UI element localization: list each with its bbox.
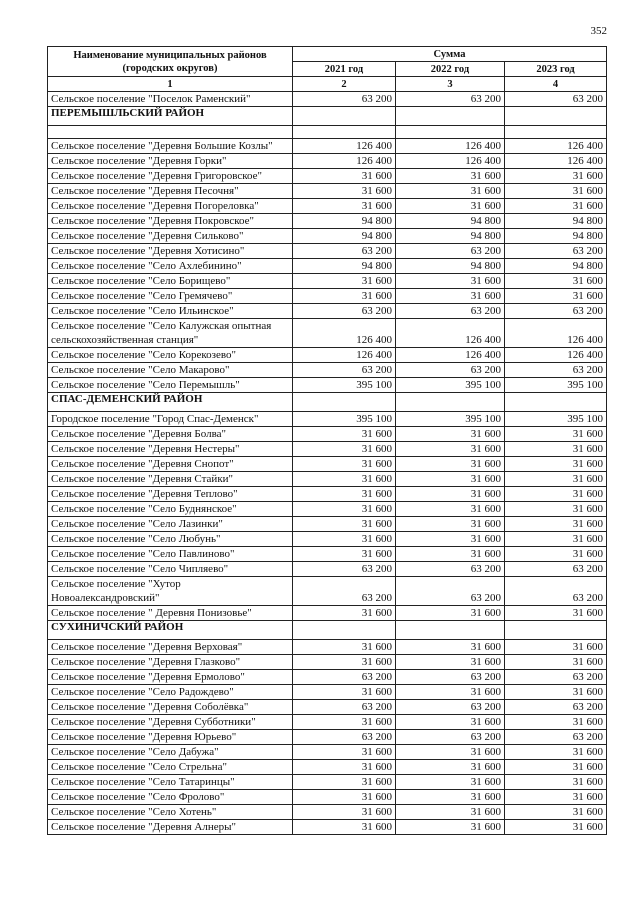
page-number: 352 bbox=[590, 25, 607, 37]
amount-2023: 31 600 bbox=[505, 790, 607, 805]
amount-2022: 126 400 bbox=[396, 139, 505, 154]
amount-2022: 126 400 bbox=[396, 348, 505, 363]
amount-2023: 31 600 bbox=[505, 640, 607, 655]
amount-2023: 63 200 bbox=[505, 562, 607, 577]
settlement-name: Сельское поселение "Село Перемышль" bbox=[48, 378, 293, 393]
amount-2023: 126 400 bbox=[505, 348, 607, 363]
amount-2021: 31 600 bbox=[293, 457, 396, 472]
settlement-name: Сельское поселение "Деревня Покровское" bbox=[48, 214, 293, 229]
table-row bbox=[48, 760, 607, 775]
amount-2022: 31 600 bbox=[396, 655, 505, 670]
table-row bbox=[48, 244, 607, 259]
district-section-title: СПАС-ДЕМЕНСКИЙ РАЙОН bbox=[48, 393, 293, 412]
amount-2022: 31 600 bbox=[396, 502, 505, 517]
amount-2023: 126 400 bbox=[505, 319, 607, 348]
year-2021-header: 2021 год bbox=[293, 62, 396, 77]
empty-cell bbox=[505, 126, 607, 139]
amount-2021: 63 200 bbox=[293, 562, 396, 577]
amount-2023: 31 600 bbox=[505, 427, 607, 442]
amount-2021: 31 600 bbox=[293, 775, 396, 790]
table-row bbox=[48, 214, 607, 229]
amount-2022: 31 600 bbox=[396, 760, 505, 775]
amount-2023: 126 400 bbox=[505, 154, 607, 169]
settlement-name: Сельское поселение "Хутор Новоалександровский" bbox=[48, 577, 293, 606]
amount-2023: 63 200 bbox=[505, 670, 607, 685]
amount-2021: 31 600 bbox=[293, 790, 396, 805]
amount-2022: 31 600 bbox=[396, 547, 505, 562]
amount-2022: 63 200 bbox=[396, 562, 505, 577]
settlement-name: Сельское поселение "Деревня Песочня" bbox=[48, 184, 293, 199]
table-row bbox=[48, 502, 607, 517]
table-row bbox=[48, 606, 607, 621]
table-row bbox=[48, 304, 607, 319]
amount-2021: 31 600 bbox=[293, 745, 396, 760]
amount-2021: 31 600 bbox=[293, 820, 396, 835]
amount-2023: 63 200 bbox=[505, 577, 607, 606]
amount-2023: 31 600 bbox=[505, 820, 607, 835]
amount-2022: 31 600 bbox=[396, 606, 505, 621]
table-row bbox=[48, 805, 607, 820]
settlement-name: Сельское поселение "Деревня Горки" bbox=[48, 154, 293, 169]
settlement-name: Сельское поселение "Село Ильинское" bbox=[48, 304, 293, 319]
amount-2022: 63 200 bbox=[396, 730, 505, 745]
column-index: 3 bbox=[396, 77, 505, 92]
table-row bbox=[48, 412, 607, 427]
amount-2023: 31 600 bbox=[505, 472, 607, 487]
settlement-name: Сельское поселение "Деревня Погореловка" bbox=[48, 199, 293, 214]
settlement-name: Сельское поселение "Село Гремячево" bbox=[48, 289, 293, 304]
settlement-name: Сельское поселение "Деревня Глазково" bbox=[48, 655, 293, 670]
empty-cell bbox=[293, 393, 396, 412]
empty-cell bbox=[293, 126, 396, 139]
settlement-name: Сельское поселение "Поселок Раменский" bbox=[48, 92, 293, 107]
settlement-name: Сельское поселение "Село Любунь" bbox=[48, 532, 293, 547]
settlement-name: Сельское поселение "Деревня Верховая" bbox=[48, 640, 293, 655]
table-row bbox=[48, 289, 607, 304]
amount-2021: 63 200 bbox=[293, 700, 396, 715]
amount-2023: 31 600 bbox=[505, 715, 607, 730]
amount-2023: 31 600 bbox=[505, 805, 607, 820]
table-row bbox=[48, 427, 607, 442]
settlement-name: Сельское поселение "Село Стрельна" bbox=[48, 760, 293, 775]
table-row bbox=[48, 184, 607, 199]
table-row bbox=[48, 348, 607, 363]
amount-2021: 31 600 bbox=[293, 517, 396, 532]
amount-2023: 94 800 bbox=[505, 259, 607, 274]
table-row bbox=[48, 655, 607, 670]
amount-2021: 31 600 bbox=[293, 442, 396, 457]
amount-2023: 31 600 bbox=[505, 457, 607, 472]
amount-2022: 395 100 bbox=[396, 378, 505, 393]
amount-2022: 31 600 bbox=[396, 685, 505, 700]
amount-2021: 31 600 bbox=[293, 199, 396, 214]
settlement-name: Сельское поселение "Село Хотень" bbox=[48, 805, 293, 820]
table-row bbox=[48, 547, 607, 562]
settlement-name: Сельское поселение "Село Фролово" bbox=[48, 790, 293, 805]
table-row bbox=[48, 517, 607, 532]
table-row bbox=[48, 442, 607, 457]
settlement-name: Сельское поселение "Село Павлиново" bbox=[48, 547, 293, 562]
settlement-name: Сельское поселение "Село Дабужа" bbox=[48, 745, 293, 760]
settlement-name: Сельское поселение "Деревня Сильково" bbox=[48, 229, 293, 244]
settlement-name: Сельское поселение "Село Лазинки" bbox=[48, 517, 293, 532]
amount-2022: 31 600 bbox=[396, 169, 505, 184]
amount-2021: 94 800 bbox=[293, 259, 396, 274]
amount-2022: 31 600 bbox=[396, 427, 505, 442]
empty-cell bbox=[505, 621, 607, 640]
table-row bbox=[48, 775, 607, 790]
amount-2023: 31 600 bbox=[505, 169, 607, 184]
budget-table bbox=[47, 46, 607, 835]
amount-2023: 63 200 bbox=[505, 244, 607, 259]
table-row bbox=[48, 532, 607, 547]
amount-2022: 31 600 bbox=[396, 640, 505, 655]
amount-2022: 31 600 bbox=[396, 820, 505, 835]
settlement-name: Сельское поселение "Село Ахлебинино" bbox=[48, 259, 293, 274]
amount-2021: 31 600 bbox=[293, 715, 396, 730]
amount-2022: 63 200 bbox=[396, 92, 505, 107]
amount-2021: 126 400 bbox=[293, 154, 396, 169]
table-row bbox=[48, 745, 607, 760]
table-row bbox=[48, 487, 607, 502]
amount-2023: 63 200 bbox=[505, 700, 607, 715]
amount-2021: 395 100 bbox=[293, 378, 396, 393]
column-index: 4 bbox=[505, 77, 607, 92]
amount-2022: 31 600 bbox=[396, 442, 505, 457]
amount-2023: 31 600 bbox=[505, 289, 607, 304]
amount-2023: 31 600 bbox=[505, 655, 607, 670]
amount-2021: 63 200 bbox=[293, 363, 396, 378]
amount-2023: 31 600 bbox=[505, 184, 607, 199]
sum-column-header: Сумма bbox=[293, 47, 607, 62]
settlement-name: Сельское поселение "Деревня Стайки" bbox=[48, 472, 293, 487]
table-row bbox=[48, 730, 607, 745]
settlement-name: Сельское поселение "Село Корекозево" bbox=[48, 348, 293, 363]
amount-2023: 94 800 bbox=[505, 214, 607, 229]
spacer-row bbox=[48, 126, 607, 139]
amount-2021: 31 600 bbox=[293, 427, 396, 442]
amount-2021: 31 600 bbox=[293, 169, 396, 184]
amount-2023: 395 100 bbox=[505, 412, 607, 427]
amount-2021: 63 200 bbox=[293, 92, 396, 107]
amount-2023: 94 800 bbox=[505, 229, 607, 244]
settlement-name: Сельское поселение "Деревня Соболёвка" bbox=[48, 700, 293, 715]
municipality-column-header: Наименование муниципальных районов (городских округов) bbox=[48, 47, 293, 77]
settlement-name: Сельское поселение "Деревня Хотисино" bbox=[48, 244, 293, 259]
amount-2021: 63 200 bbox=[293, 730, 396, 745]
amount-2022: 31 600 bbox=[396, 274, 505, 289]
amount-2022: 31 600 bbox=[396, 457, 505, 472]
amount-2022: 63 200 bbox=[396, 700, 505, 715]
amount-2022: 31 600 bbox=[396, 745, 505, 760]
table-row bbox=[48, 715, 607, 730]
amount-2022: 31 600 bbox=[396, 715, 505, 730]
table-row bbox=[48, 378, 607, 393]
amount-2023: 63 200 bbox=[505, 92, 607, 107]
empty-cell bbox=[396, 621, 505, 640]
amount-2022: 31 600 bbox=[396, 184, 505, 199]
amount-2022: 126 400 bbox=[396, 319, 505, 348]
settlement-name: Городское поселение "Город Спас-Деменск" bbox=[48, 412, 293, 427]
amount-2023: 31 600 bbox=[505, 532, 607, 547]
amount-2021: 31 600 bbox=[293, 532, 396, 547]
amount-2022: 63 200 bbox=[396, 244, 505, 259]
settlement-name: Сельское поселение "Деревня Снопот" bbox=[48, 457, 293, 472]
table-row bbox=[48, 139, 607, 154]
amount-2022: 31 600 bbox=[396, 517, 505, 532]
amount-2021: 31 600 bbox=[293, 274, 396, 289]
settlement-name: Сельское поселение "Деревня Большие Козлы" bbox=[48, 139, 293, 154]
amount-2022: 395 100 bbox=[396, 412, 505, 427]
amount-2022: 31 600 bbox=[396, 289, 505, 304]
table-row bbox=[48, 199, 607, 214]
amount-2022: 31 600 bbox=[396, 790, 505, 805]
amount-2021: 31 600 bbox=[293, 472, 396, 487]
settlement-name: Сельское поселение "Деревня Ермолово" bbox=[48, 670, 293, 685]
amount-2021: 31 600 bbox=[293, 760, 396, 775]
amount-2023: 63 200 bbox=[505, 363, 607, 378]
table-row bbox=[48, 562, 607, 577]
table-row bbox=[48, 92, 607, 107]
amount-2023: 31 600 bbox=[505, 760, 607, 775]
amount-2023: 31 600 bbox=[505, 502, 607, 517]
amount-2021: 31 600 bbox=[293, 487, 396, 502]
amount-2022: 63 200 bbox=[396, 577, 505, 606]
empty-cell bbox=[396, 393, 505, 412]
table-row bbox=[48, 820, 607, 835]
settlement-name: Сельское поселение "Село Радождево" bbox=[48, 685, 293, 700]
amount-2022: 31 600 bbox=[396, 199, 505, 214]
settlement-name: Сельское поселение "Деревня Субботники" bbox=[48, 715, 293, 730]
table-row bbox=[48, 319, 607, 348]
amount-2023: 31 600 bbox=[505, 745, 607, 760]
district-section-row bbox=[48, 107, 607, 126]
amount-2023: 31 600 bbox=[505, 775, 607, 790]
amount-2022: 63 200 bbox=[396, 304, 505, 319]
empty-cell bbox=[293, 621, 396, 640]
settlement-name: Сельское поселение " Деревня Понизовье" bbox=[48, 606, 293, 621]
empty-cell bbox=[505, 107, 607, 126]
table-row bbox=[48, 472, 607, 487]
amount-2022: 31 600 bbox=[396, 532, 505, 547]
settlement-name: Сельское поселение "Село Калужская опытная сельскохозяйственная станция" bbox=[48, 319, 293, 348]
amount-2021: 63 200 bbox=[293, 577, 396, 606]
settlement-name: Сельское поселение "Деревня Григоровское" bbox=[48, 169, 293, 184]
settlement-name: Сельское поселение "Село Чипляево" bbox=[48, 562, 293, 577]
amount-2022: 63 200 bbox=[396, 670, 505, 685]
amount-2023: 31 600 bbox=[505, 274, 607, 289]
amount-2021: 31 600 bbox=[293, 547, 396, 562]
table-row bbox=[48, 274, 607, 289]
settlement-name: Сельское поселение "Деревня Юрьево" bbox=[48, 730, 293, 745]
settlement-name: Сельское поселение "Деревня Нестеры" bbox=[48, 442, 293, 457]
table-row bbox=[48, 154, 607, 169]
amount-2022: 31 600 bbox=[396, 472, 505, 487]
empty-cell bbox=[396, 107, 505, 126]
amount-2021: 31 600 bbox=[293, 805, 396, 820]
amount-2022: 31 600 bbox=[396, 805, 505, 820]
table-row bbox=[48, 457, 607, 472]
amount-2023: 31 600 bbox=[505, 547, 607, 562]
amount-2022: 94 800 bbox=[396, 214, 505, 229]
amount-2022: 31 600 bbox=[396, 775, 505, 790]
amount-2021: 94 800 bbox=[293, 229, 396, 244]
settlement-name: Сельское поселение "Село Макарово" bbox=[48, 363, 293, 378]
amount-2022: 63 200 bbox=[396, 363, 505, 378]
amount-2023: 31 600 bbox=[505, 487, 607, 502]
district-section-row bbox=[48, 621, 607, 640]
settlement-name: Сельское поселение "Деревня Алнеры" bbox=[48, 820, 293, 835]
empty-cell bbox=[293, 107, 396, 126]
table-row bbox=[48, 259, 607, 274]
amount-2021: 126 400 bbox=[293, 139, 396, 154]
settlement-name: Сельское поселение "Село Борищево" bbox=[48, 274, 293, 289]
district-section-title: СУХИНИЧСКИЙ РАЙОН bbox=[48, 621, 293, 640]
settlement-name: Сельское поселение "Село Буднянское" bbox=[48, 502, 293, 517]
table-row bbox=[48, 169, 607, 184]
amount-2021: 63 200 bbox=[293, 244, 396, 259]
table-row bbox=[48, 640, 607, 655]
table-row bbox=[48, 685, 607, 700]
table-row bbox=[48, 363, 607, 378]
amount-2021: 31 600 bbox=[293, 606, 396, 621]
amount-2021: 31 600 bbox=[293, 685, 396, 700]
empty-cell bbox=[48, 126, 293, 139]
column-index: 1 bbox=[48, 77, 293, 92]
table-row bbox=[48, 577, 607, 606]
amount-2023: 31 600 bbox=[505, 442, 607, 457]
amount-2023: 63 200 bbox=[505, 730, 607, 745]
column-index: 2 bbox=[293, 77, 396, 92]
empty-cell bbox=[396, 126, 505, 139]
year-2022-header: 2022 год bbox=[396, 62, 505, 77]
amount-2022: 126 400 bbox=[396, 154, 505, 169]
year-2023-header: 2023 год bbox=[505, 62, 607, 77]
amount-2021: 31 600 bbox=[293, 502, 396, 517]
amount-2022: 94 800 bbox=[396, 229, 505, 244]
settlement-name: Сельское поселение "Деревня Болва" bbox=[48, 427, 293, 442]
amount-2023: 63 200 bbox=[505, 304, 607, 319]
amount-2023: 31 600 bbox=[505, 606, 607, 621]
amount-2021: 94 800 bbox=[293, 214, 396, 229]
amount-2021: 63 200 bbox=[293, 670, 396, 685]
amount-2023: 31 600 bbox=[505, 199, 607, 214]
amount-2021: 31 600 bbox=[293, 184, 396, 199]
amount-2023: 31 600 bbox=[505, 517, 607, 532]
empty-cell bbox=[505, 393, 607, 412]
district-section-row bbox=[48, 393, 607, 412]
table-row bbox=[48, 670, 607, 685]
amount-2023: 395 100 bbox=[505, 378, 607, 393]
amount-2021: 63 200 bbox=[293, 304, 396, 319]
settlement-name: Сельское поселение "Деревня Теплово" bbox=[48, 487, 293, 502]
settlement-name: Сельское поселение "Село Татаринцы" bbox=[48, 775, 293, 790]
amount-2021: 31 600 bbox=[293, 289, 396, 304]
table-row bbox=[48, 229, 607, 244]
table-body bbox=[48, 92, 607, 835]
amount-2021: 395 100 bbox=[293, 412, 396, 427]
amount-2021: 31 600 bbox=[293, 655, 396, 670]
amount-2022: 31 600 bbox=[396, 487, 505, 502]
table-row bbox=[48, 790, 607, 805]
table-row bbox=[48, 700, 607, 715]
district-section-title: ПЕРЕМЫШЛЬСКИЙ РАЙОН bbox=[48, 107, 293, 126]
amount-2021: 126 400 bbox=[293, 319, 396, 348]
amount-2022: 94 800 bbox=[396, 259, 505, 274]
amount-2021: 31 600 bbox=[293, 640, 396, 655]
amount-2023: 31 600 bbox=[505, 685, 607, 700]
amount-2021: 126 400 bbox=[293, 348, 396, 363]
amount-2023: 126 400 bbox=[505, 139, 607, 154]
